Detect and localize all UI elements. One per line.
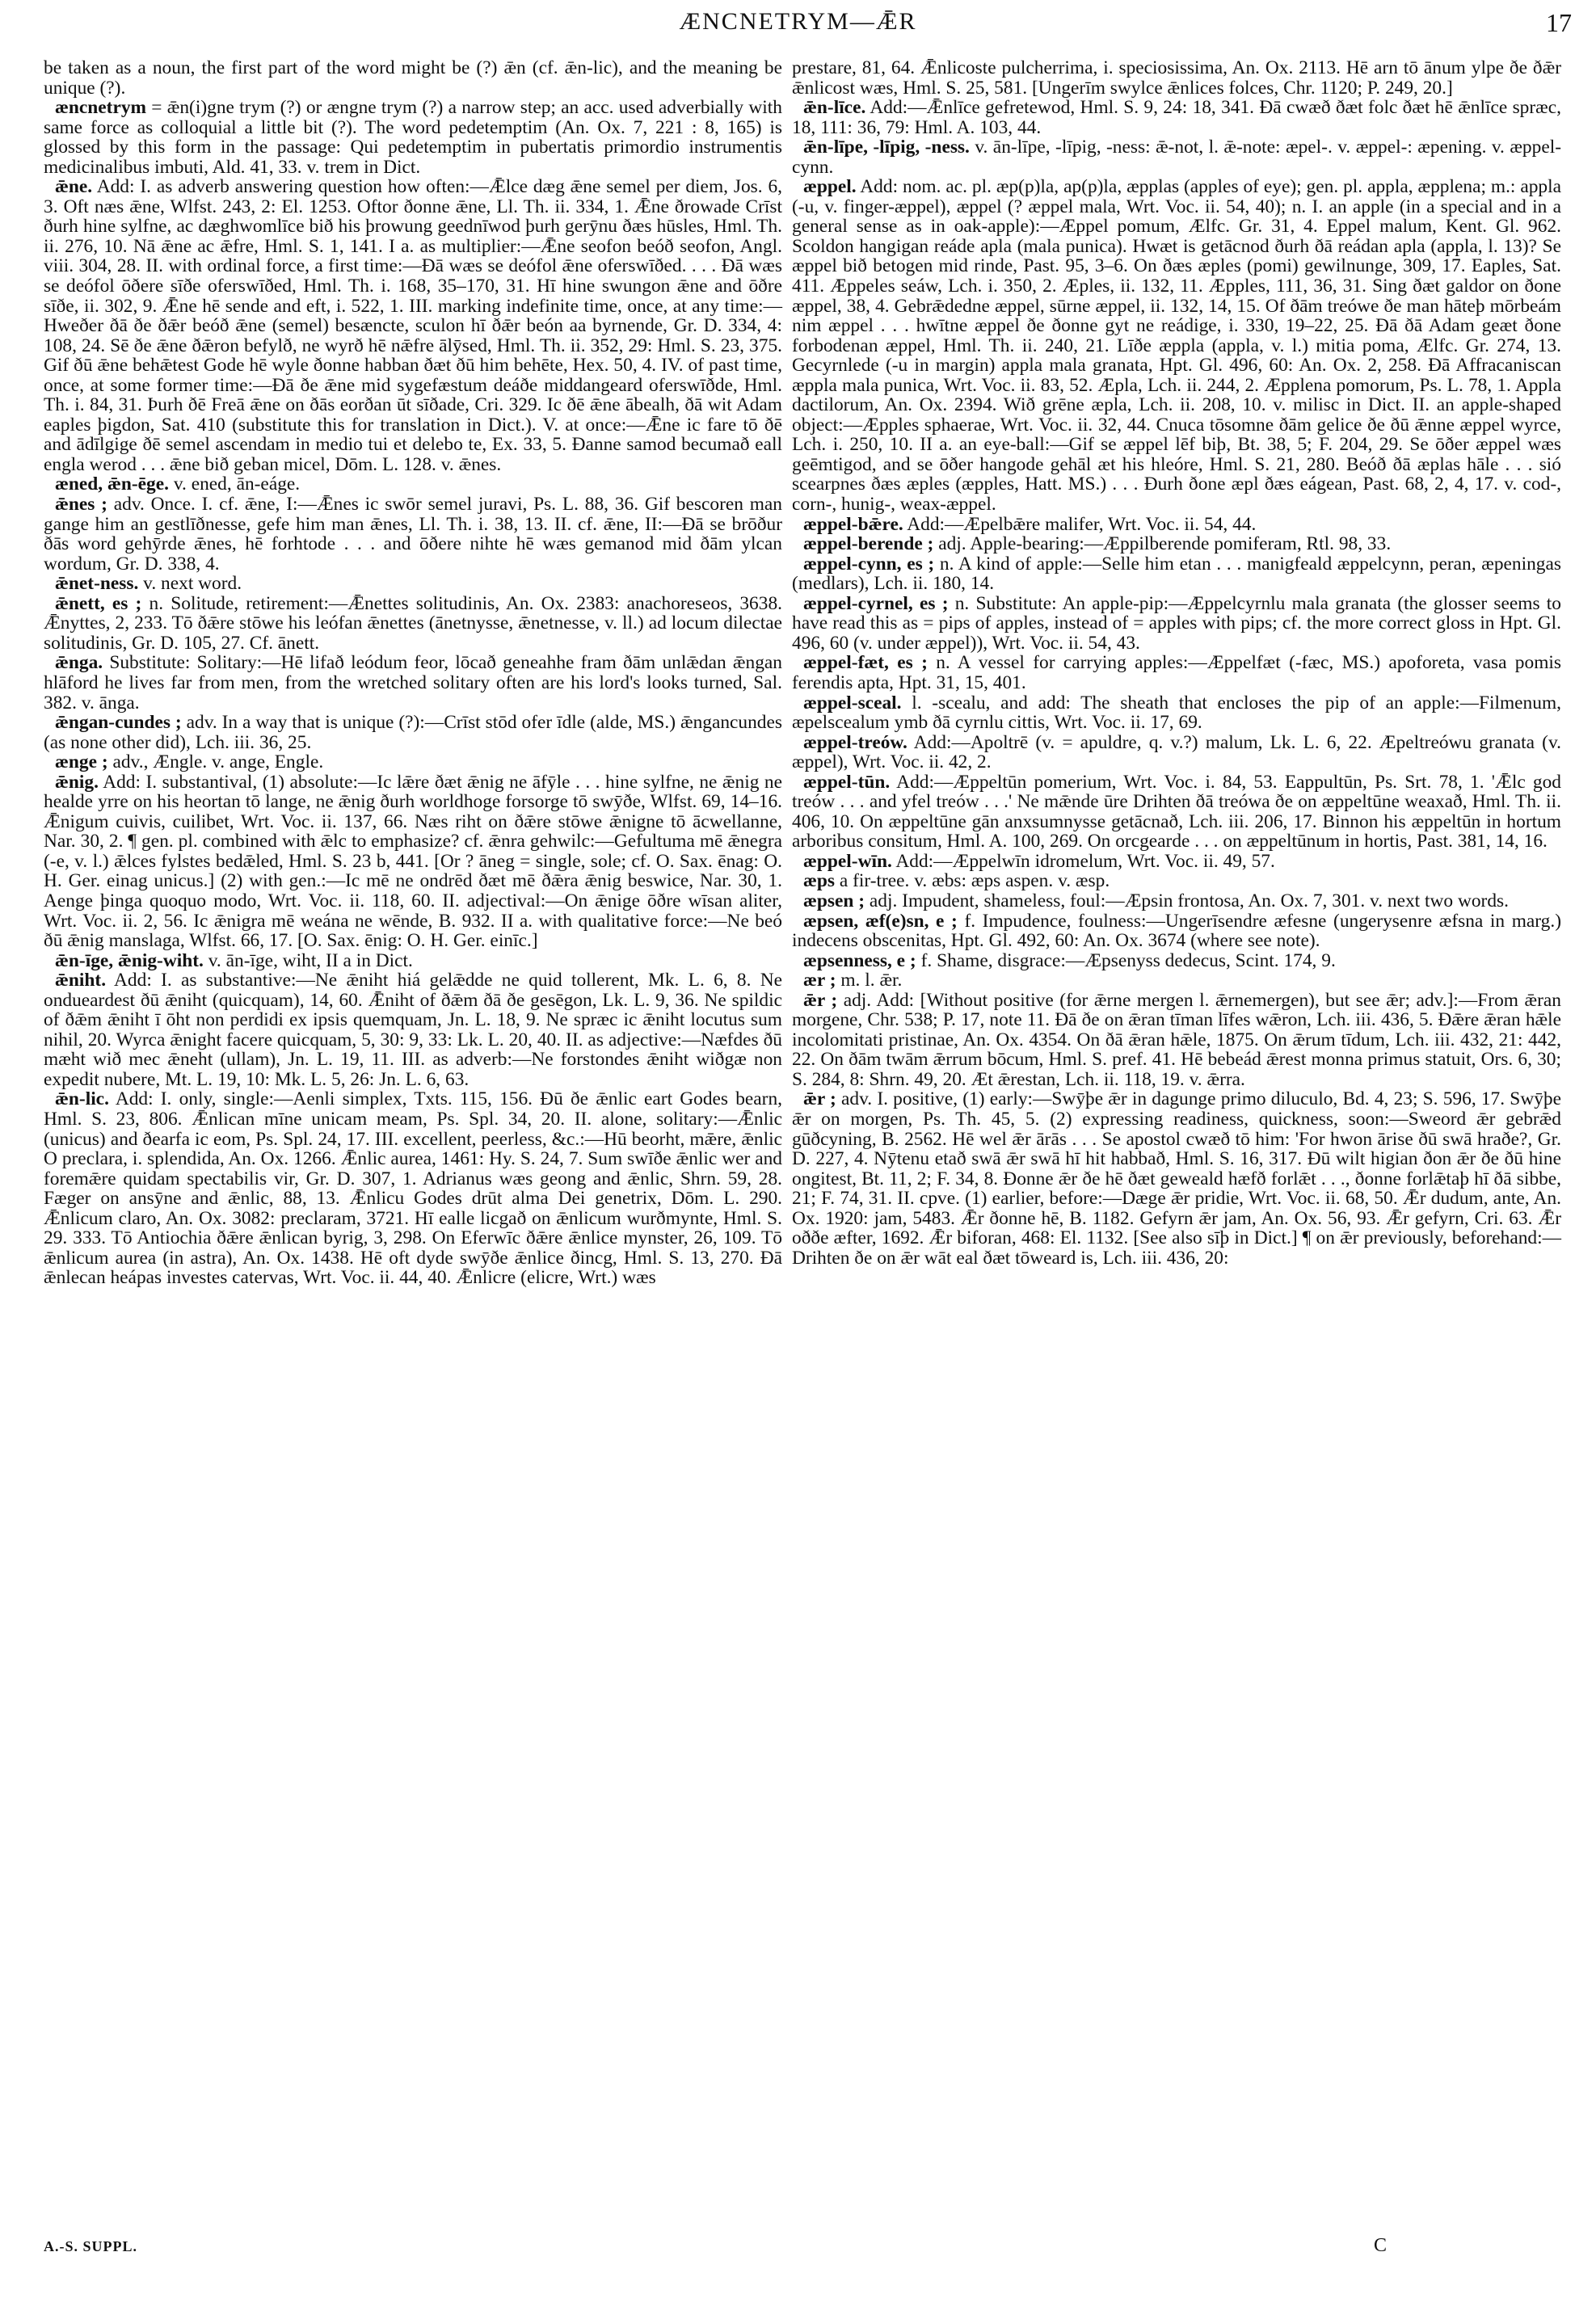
entry-headword: æppel-cyrnel, es ;	[803, 592, 949, 614]
entry-headword: ǣnga.	[55, 652, 103, 674]
entry-headword: ǣn-lic.	[55, 1088, 109, 1110]
entry-headword: ǣnig.	[55, 771, 99, 793]
entry-body: a fir-tree. v. æbs: æps aspen. v. æsp.	[839, 870, 1110, 892]
entry-body: adv. In a way that is unique (?):—Crīst stōd ofer īdle (alde, MS.) ǣngancundes (as none other did), Lch. iii. 36, 25.	[44, 712, 782, 753]
entry-headword: ǣnet-ness.	[55, 573, 139, 595]
dictionary-entry	[792, 177, 1561, 514]
entry-body: adj. Impudent, shameless, foul:—Æpsin frontosa, An. Ox. 7, 301. v. next two words.	[869, 890, 1509, 911]
entry-headword: ǣr ;	[803, 989, 838, 1011]
entry-body: Add: I. as substantive:—Ne ǣniht hiá gelǣdde ne quid tollerent, Mk. L. 6, 8. Ne ondueardest ðū ǣniht (quicquam), 14, 60. Ǣniht of ðǣm ðā ðe gesēgon, Lk. L. 9, 36. Ne spildic of ðǣm ǣniht ī ōht non perdidi ex ipsis quemquam, Jn. L. 18, 9. Ne spræc ic ǣniht locutus sum nihil, 20. Wyrca ǣnight facere quicquam, 5, 30: 9, 33: Lk. L. 20, 40. II. as adjective:—Næfdes ðū mæht wið mec ǣneht (ullam), Jn. L. 19, 11. III. as adverb:—Ne forstondes ǣniht wiðgæ non expedit nubere, Mt. L. 19, 10: Mk. L. 5, 26: Jn. L. 6, 63.	[44, 970, 782, 1090]
dictionary-entry	[44, 574, 782, 594]
dictionary-entry	[792, 772, 1561, 852]
right-column	[792, 58, 1561, 1268]
running-header	[0, 6, 1596, 39]
dictionary-entry	[792, 653, 1561, 692]
entry-body: Add: I. as adverb answering question how often:—Ǣlce dæg ǣne semel per diem, Jos. 6, 3. Oft næs ǣne, Wlfst. 243, 2: El. 1253. Oftor ðonne ǣne, Ll. Th. ii. 334, 1. Ǣne ðrowade Crīst ðurh hine sylfne, ac dæghwomlīce bið his þrowung geednīwod þurh gerȳnu ðæs hūsles, Hml. Th. ii. 276, 10. Nā ǣne ac ǣfre, Hml. S. 1, 141. I a. as multiplier:—Ǣne seofon beóð seofon, Angl. viii. 304, 28. II. with ordinal force, a first time:—Ðā wæs se deófol ǣne oferswīðed. . . . Ðā wæs se deófol ōðere sīðe oferswīðed, Hml. Th. i. 168, 35–170, 31. Hī hine swungon ǣne and ōðre sīðe, ii. 302, 9. Ǣne hē sende and eft, i. 522, 1. III. marking indefinite time, once, at any time:—Hweðer ðā ðe ðǣr beóð ǣne (semel) besæncte, sculon hī ðǣr beón aa byrnende, Gr. D. 334, 4: 108, 24. Sē ðe ǣne ðǣron befylð, ne wyrð hē nǣfre ālȳsed, Hml. Th. ii. 352, 29: Hml. S. 23, 375. Gif ðū ǣne behǣtest Gode hē wyle ðonne habban ðæt ðū him behēte, Hex. 50, 4. IV. of past time, once, at some former time:—Ðā ðe ǣne mid sygefæstum deáðe middangeard oferswīðde, Hml. Th. i. 84, 31. Þurh ðē Freā ǣne on ðās eorðan ūt sīðade, Cri. 329. Ic ðē ǣne ābealh, ðā wit Adam eaples þigdon, Sat. 410 (substitute this for translation in Dict.). V. at once:—Ǣne ic fare tō ðē and ādīlgige ðē semel ascendam in medio tui et delebo te, Ex. 33, 5. Ðanne samod becumað eall engla werod . . . ǣne bið geban micel, Dōm. L. 128. v. ǣnes.	[44, 176, 782, 475]
dictionary-entry	[44, 772, 782, 951]
entry-body: Substitute: Solitary:—Hē lifað leódum feor, lōcað geneahhe fram ðām unlǣdan ǣngan hlāford he lives far from men, from the wretched solitary often are his lord's looks turned, Sal. 382. v. ānga.	[44, 652, 782, 714]
entry-body: Add: nom. ac. pl. æp(p)la, ap(p)la, æpplas (apples of eye); gen. pl. appla, æpplena; m.: appla (-u, v. finger-æppel), æppel (? æppel mala, Wrt. Voc. ii. 54, 40); n. I. an apple (in a special and in a general sense as in oak-apple):—Æppel pomum, Ælfc. Gr. 31, 4. Eppel malum, Kent. Gl. 962. Scoldon hangigan reáde apla (mala punica). Hwæt is getācnod ðurh ðā reádan apla (appla, l. 13)? Se æppel bið betogen mid rinde, Past. 95, 3–6. On ðæs æples (pomi) gewilnunge, 309, 17. Eaples, Sat. 411. Æppeles seáw, Lch. i. 350, 2. Æples, ii. 132, 11. Æpples, 111, 36, 31. Sing ðæt galdor on ðone æppel, 38, 4. Gebrǣdedne æppel, sūrne æppel, ii. 132, 14, 15. Of ðām treówe ðe man hāteþ mōrbeám nim æppel . . . hwītne æppel ðe ðonne gyt ne reádige, i. 330, 19–22, 25. Ðā ðā Adam geæt ðone forbodenan æppel, Hml. Th. ii. 240, 21. Līðe æppla (appla, v. l.) mitia poma, Ælfc. Gr. 274, 13. Gecyrnlede (-u in margin) appla mala granata, Hpt. Gl. 496, 60: An. Ox. 2, 258. Ðā Affracaniscan æppla mala punica, Wrt. Voc. ii. 83, 52. Æpla, Lch. ii. 244, 2. Æpplena pomorum, Ps. L. 78, 1. Appla dactilorum, An. Ox. 2394. Wið grēne æpla, Lch. ii. 208, 10. v. milisc in Dict. II. an apple-shaped object:—Æpples sphaerae, Wrt. Voc. ii. 32, 44. Cnuca tōsomne ðām gelice ðe ðū ǣnne æppel wyrce, Lch. i. 250, 10. II a. an eye-ball:—Gif se æppel lēf biþ, Bt. 38, 5; F. 204, 29. Se ōðer æppel wæs geēmtigod, and se ōðer hangode gehāl æt his hleóre, Hml. S. 21, 280. Beóð ðā æplas hāle . . . sió scearpnes ðæs æples (æpples, Hatt. MS.) . . . Ðurh ðone æpl ðæs eágean, Past. 68, 2, 4, 17. v. cod-, corn-, hunig-, weax-æppel.	[792, 176, 1561, 516]
entry-body: adv. Once. I. cf. ǣne, I:—Ǣnes ic swōr semel juravi, Ps. L. 88, 36. Gif bescoren man gange him an gestlīðnesse, gefe him man ǣnes, Ll. Th. i. 38, 13. II. cf. ǣne, II:—Ðā se brōður ðās word gehȳrde ǣnes, hē forhtode . . . and ōðere nihte hē wæs gemanod mid ðām ylcan wordum, Gr. D. 338, 4.	[44, 494, 782, 575]
entry-headword: ǣngan-cundes ;	[55, 712, 182, 734]
dictionary-entry	[792, 58, 1561, 98]
entry-headword: æpsen, æf(e)sn, e ;	[803, 910, 958, 932]
dictionary-entry	[44, 495, 782, 574]
dictionary-entry	[44, 951, 782, 971]
entry-body: adj. Add: [Without positive (for ǣrne mergen l. ǣrnemergen), but see ǣr; adv.]:—From ǣran morgene, Chr. 538; P. 17, note 11. Ðā ðe on ǣran tīman līfes wǣron, Lch. iii. 436, 5. Ðǣre ǣran hǣle incolomitati pristinae, An. Ox. 4354. On ðā ǣran hǣle, 1875. On ǣrum tīdum, Lch. iii. 432, 21: 442, 22. On ðām twām ǣrrum bōcum, Hml. S. pref. 41. Hē bebeád ǣrest monna primus statuit, Ors. 6, 30; S. 284, 8: Shrn. 49, 20. Æt ǣrestan, Lch. ii. 118, 19. v. ǣrra.	[792, 989, 1561, 1090]
entry-body: n. A vessel for carrying apples:—Æppelfæt (-fæc, MS.) apoforeta, vasa pomis ferendis apta, Hpt. 31, 15, 401.	[792, 652, 1561, 693]
dictionary-entry	[792, 594, 1561, 654]
entry-headword: æppel-cynn, es ;	[803, 553, 935, 575]
entry-body: Add:—Æppelwīn idromelum, Wrt. Voc. ii. 49, 57.	[895, 850, 1275, 872]
dictionary-entry	[44, 653, 782, 713]
dictionary-entry	[44, 752, 782, 772]
dictionary-entry	[792, 891, 1561, 911]
left-column	[44, 58, 782, 1288]
gathering-mark: C	[1374, 2235, 1388, 2256]
entry-headword: ǣne.	[55, 176, 93, 198]
dictionary-entry	[792, 951, 1561, 971]
entry-body: n. Solitude, retirement:—Ǣnettes solitudinis, An. Ox. 2383: anachoreseos, 3638. Ǣnyttes, 2, 233. Tō ðǣre stōwe his leófan ǣnettes (ānetnysse, ǣnetnesse, v. ll.) ad locum dilectae solitudinis, Gr. D. 105, 27. Cf. ānett.	[44, 592, 782, 654]
entry-headword: æned, ǣn-ēge.	[55, 474, 169, 495]
entry-headword: æps	[803, 870, 836, 892]
entry-headword: æppel-treów.	[803, 731, 907, 753]
dictionary-entry	[44, 594, 782, 654]
entry-body: n. Substitute: An apple-pip:—Æppelcyrnlu mala granata (the glosser seems to have read this as = pips of apples, instead of = apples with pips; cf. the more correct gloss in Hpt. Gl. 496, 60 (v. under æppel)), Wrt. Voc. ii. 54, 43.	[792, 592, 1561, 654]
entry-body: = ǣn(i)gne trym (?) or ængne trym (?) a narrow step; an acc. used adverbially with same force as colloquial a little bit (?). The word pedetemptim (An. Ox. 7, 221 : 8, 165) is glossed by this form in the passage: Qui pedetemptim in pubertatis primordio instrumentis medicinalibus imbuti, Ald. 41, 33. v. trem in Dict.	[44, 97, 782, 178]
entry-body: Add:—Ǣnlīce gefretewod, Hml. S. 9, 24: 18, 341. Ðā cwæð ðæt folc ðæt hē ǣnlīce spræc, 18, 111: 36, 79: Hml. A. 103, 44.	[792, 97, 1562, 138]
dictionary-entry	[792, 693, 1561, 733]
entry-body: Add: I. only, single:—Aenli simplex, Txts. 115, 156. Ðū ðe ǣnlic eart Godes bearn, Hml. S. 23, 806. Ǣnlican mīne unicam meam, Ps. Spl. 34, 20. II. alone, solitary:—Ǣnlic (unicus) and ðearfa ic eom, Ps. Spl. 24, 17. III. excellent, peerless, &c.:—Hū beorht, mǣre, ǣnlic O preclara, i. splendida, An. Ox. 1266. Ǣnlic aurea, 1461: Hy. S. 24, 7. Sum swīðe ǣnlic wer and foremǣre quidam spectabilis vir, Gr. D. 307, 1. Adrianus wæs geong and ǣnlic, Shrn. 59, 28. Fæger on ansȳne and ǣnlic, 88, 13. Ǣnlicu Godes drūt alma Dei genetrix, Dōm. L. 290. Ǣnlicum claro, An. Ox. 3082: preclaram, 3721. Hī ealle licgað on ǣnlicum wurðmynte, Hml. S. 29. 333. Tō Antiochia ðǣre ǣnlican byrig, 3, 298. On Eferwīc ðǣre ǣnlice mynster, 26, 109. Tō ǣnlicum aurea (in astra), An. Ox. 1438. Hē oft dyde swȳðe ǣnlice ðincg, Hml. S. 13, 270. Ðā ǣnlecan heápas investes catervas, Wrt. Voc. ii. 44, 40. Ǣnlicre (elicre, Wrt.) wæs	[44, 1088, 783, 1289]
entry-headword: ænge ;	[55, 751, 108, 773]
page-number: 17	[1546, 8, 1572, 37]
entry-body: f. Shame, disgrace:—Æpsenyss dedecus, Scint. 174, 9.	[920, 949, 1336, 971]
entry-body: v. ān-līpe, -līpig, -ness: ǣ-not, l. ǣ-note: æpel-. v. æppel-: æpening. v. æppel-cynn.	[792, 137, 1561, 178]
dictionary-entry	[792, 970, 1561, 991]
entry-headword: ær ;	[803, 970, 836, 991]
dictionary-entry	[792, 852, 1561, 872]
entry-headword: ǣn-īge, ǣnig-wiht.	[55, 949, 204, 971]
entry-headword: æppel-berende ;	[803, 533, 934, 555]
page-title: ÆNCNETRYM—ǢR	[679, 8, 917, 35]
entry-headword: ǣr ;	[803, 1088, 836, 1110]
dictionary-entry	[792, 534, 1561, 554]
entry-headword: ǣn-līce.	[803, 97, 866, 119]
dictionary-entry	[792, 733, 1561, 772]
entry-body: m. l. ǣr.	[840, 970, 903, 991]
dictionary-entry	[792, 991, 1561, 1090]
entry-headword: æppel.	[803, 176, 857, 198]
dictionary-entry	[792, 554, 1561, 594]
dictionary-entry	[792, 911, 1561, 951]
dictionary-entry	[792, 137, 1561, 177]
entry-body: n. A kind of apple:—Selle him etan . . . manigfeald æppelcynn, peran, æpeningas (medlars), Lch. ii. 180, 14.	[792, 553, 1561, 595]
entry-headword: ǣniht.	[55, 970, 107, 991]
entry-body: Add:—Apoltrē (v. = apuldre, q. v.?) malum, Lk. L. 6, 22. Æpeltreówu granata (v. æppel), Wrt. Voc. ii. 42, 2.	[792, 731, 1561, 773]
entry-headword: ǣn-līpe, -līpig, -ness.	[803, 137, 970, 158]
entry-headword: æppel-bǣre.	[803, 513, 903, 535]
dictionary-entry	[44, 970, 782, 1089]
dictionary-entry	[44, 1089, 782, 1287]
dictionary-entry	[44, 177, 782, 474]
dictionary-entry	[792, 1089, 1561, 1268]
entry-headword: æncnetrym	[55, 97, 147, 119]
dictionary-entry	[44, 98, 782, 177]
entry-body: v. ān-īge, wiht, II a in Dict.	[208, 949, 413, 971]
entry-body: be taken as a noun, the first part of the word might be (?) ǣn (cf. ǣn-lic), and the meaning be unique (?).	[44, 57, 782, 99]
entry-headword: ǣnett, es ;	[55, 592, 142, 614]
entry-body: adj. Apple-bearing:—Æppilberende pomiferam, Rtl. 98, 33.	[938, 533, 1392, 555]
dictionary-entry	[792, 98, 1561, 137]
entry-headword: æppel-wīn.	[803, 850, 892, 872]
entry-body: f. Impudence, foulness:—Ungerīsendre æfesne (ungerysenre æfsna in marg.) indecens obscenitas, Hpt. Gl. 492, 60: An. Ox. 3674 (where see note).	[792, 910, 1561, 952]
entry-body: v. ened, ān-eáge.	[173, 474, 301, 495]
entry-body: l. -scealu, and add: The sheath that encloses the pip of an apple:—Filmenum, æpelscealum ymb ðā cyrnlu cittis, Wrt. Voc. ii. 17, 69.	[792, 692, 1561, 734]
entry-headword: ǣnes ;	[55, 494, 107, 516]
dictionary-entry	[44, 58, 782, 98]
entry-headword: æppel-fæt, es ;	[803, 652, 928, 674]
entry-headword: æppel-tūn.	[803, 771, 891, 793]
entry-headword: æpsenness, e ;	[803, 949, 916, 971]
entry-body: prestare, 81, 64. Ǣnlicoste pulcherrima, i. speciosissima, An. Ox. 2113. Hē arn tō ānum ylpe ðe ðǣr ǣnlicost wæs, Hml. S. 25, 581. [Ungerīm swylce ǣnlices folces, Chr. 1120; P. 249, 20.]	[792, 57, 1561, 99]
dictionary-entry	[44, 474, 782, 495]
entry-headword: æppel-sceal.	[803, 692, 902, 714]
dictionary-entry	[792, 515, 1561, 535]
entry-body: v. next word.	[143, 573, 242, 595]
entry-body: Add: I. substantival, (1) absolute:—Ic lǣre ðæt ǣnig ne āfȳle . . . hine sylfne, ne ǣnig ne healde yrre on his heortan tō lange, ne ǣnig ðurh worldhoge forsorge tō swȳðe, Wlfst. 69, 14–16. Ǣnigum cuivis, cuilibet, Wrt. Voc. ii. 137, 66. Næs riht on ðǣre stōwe ǣnigne tō ācwellanne, Nar. 30, 2. ¶ gen. pl. combined with ǣlc to emphasize? cf. ǣnra gehwilc:—Gefultuma mē ǣnegra (-e, v. l.) ǣlces fylstes bedǣled, Hml. S. 23 b, 441. [Or ? āneg = single, sole; cf. O. Sax. ēnag: O. H. Ger. einag unicus.] (2) with gen.:—Ic mē ne ondrēd ðæt mē ðǣra ǣnig beswice, Nar. 30, 1. Aenge þinga quoquo modo, Wrt. Voc. ii. 118, 60. II. adjectival:—On ǣnige ōðre wīsan aliter, Wrt. Voc. ii. 2, 56. Ic ǣnigra mē weána ne wēnde, B. 932. II a. with qualitative force:—Ne beó ðū ǣnig manslaga, Wlfst. 66, 17. [O. Sax. ēnig: O. H. Ger. einīc.]	[44, 771, 783, 952]
dictionary-entry	[44, 713, 782, 752]
dictionary-entry	[792, 871, 1561, 891]
signature-mark: A.-S. SUPPL.	[44, 2238, 138, 2254]
entry-body: adv. I. positive, (1) early:—Swȳþe ǣr in dagunge primo diluculo, Bd. 4, 23; S. 596, 17. Swȳþe ǣr on morgen, Ps. Th. 45, 5. (2) expressing readiness, quickness, soon:—Sweord ǣr gebrǣd gūðcyning, B. 2562. Hē wel ǣr ārās . . . Se apostol cwæð tō him: 'For hwon ārise ðū swā hraðe?, Gr. D. 227, 4. Nȳtenu etað swā ǣr swā hī hit habbað, Hml. S. 16, 317. Ðū wilt higian ðon ǣr ðe ðū hine ongitest, Bt. 11, 2; F. 34, 8. Ðonne ǣr ðe hē ðæt geweald hæfð forlǣt . . ., ðonne forlǣtaþ hī ðā sibbe, 21; F. 74, 31. II. cpve. (1) earlier, before:—Dæge ǣr pridie, Wrt. Voc. ii. 68, 50. Ǣr dudum, ante, An. Ox. 1920: jam, 5483. Ǣr ðonne hē, B. 1182. Gefyrn ǣr jam, An. Ox. 56, 93. Ǣr gefyrn, Cri. 63. Ǣr oððe æfter, 1692. Ǣr biforan, 468: El. 1132. [See also sīþ in Dict.] ¶ on ǣr previously, beforehand:—Drihten ðe on ǣr wāt eal ðæt tōweard is, Lch. iii. 436, 20:	[792, 1088, 1561, 1269]
entry-body: Add:—Æppeltūn pomerium, Wrt. Voc. i. 84, 53. Eappultūn, Ps. Srt. 78, 1. 'Ǣlc god treów . . . and yfel treów . . .' Ne mǣnde ūre Drihten ðā treówa ðe on æppeltūne weaxað, Hml. Th. ii. 406, 10. On æppeltūne gān anxsumnysse getācnað, Lch. iii. 206, 17. Binnon his æppeltūn in hortum arboribus consitum, Hml. A. 100, 269. On orcgearde . . . on æppeltūnum in hortis, Past. 381, 14, 16.	[792, 771, 1561, 852]
entry-headword: æpsen ;	[803, 890, 865, 911]
entry-body: Add:—Æpelbǣre malifer, Wrt. Voc. ii. 54, 44.	[907, 513, 1257, 535]
entry-body: adv., Ængle. v. ange, Engle.	[112, 751, 324, 773]
